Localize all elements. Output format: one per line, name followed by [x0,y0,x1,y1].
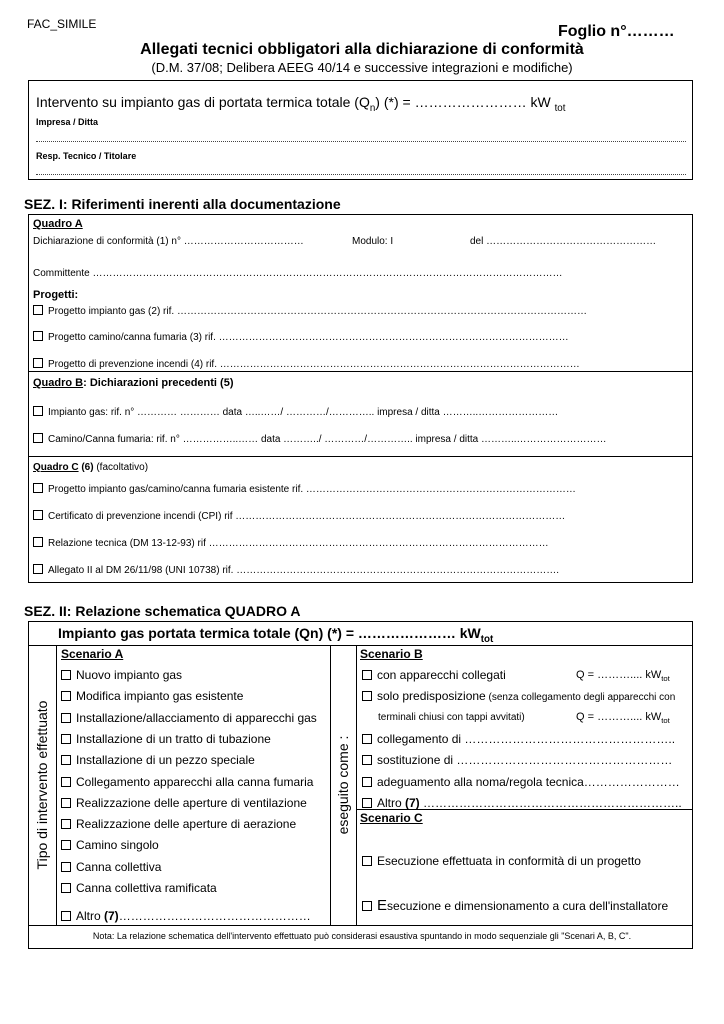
scenario-b-sostituzione-label: sostituzione di ……………………………………………… [377,753,673,767]
scenario-c-title: Scenario C [360,811,423,825]
scenario-a-altro-field[interactable]: ………………………………………… [118,909,311,923]
cpi-label: Certificato di prevenzione incendi (CPI) rif ……………………………………………………………………………………… [48,511,566,522]
scenario-a-label-3: Installazione/allacciamento di apparecchi gas [76,711,317,725]
scenario-b-predisposizione-note: (senza collegamento degli apparecchi con [485,692,676,703]
scenario-b-sostituzione-checkbox[interactable] [362,755,372,765]
scenario-b-apparecchi-label: con apparecchi collegati [377,668,506,682]
impresa-label: Impresa / Ditta [36,117,99,127]
scenario-a-checkbox-9[interactable] [61,840,71,850]
scenario-a-altro-num: (7) [104,909,119,923]
quadro-b-title: Quadro B [33,377,84,389]
intervento-sub: n [369,102,376,114]
committente-field[interactable]: Committente …………………………………………………………………………………………………………………………… [33,268,563,279]
allegato-ii-checkbox[interactable] [33,564,43,574]
quadro-c-title: Quadro C [33,462,79,473]
scenario-a-item [61,668,182,682]
scenario-b-terminali: terminali chiusi con tappi avvitati) [378,712,525,723]
scenario-b-q1-field[interactable]: Q = ……….... kW [576,669,662,681]
scenario-c-progetto-row [362,854,641,868]
scenario-a-label-5: Installazione di un pezzo speciale [76,753,255,767]
scenario-a-item [61,689,243,703]
quadro-c-num: (6) [78,462,94,473]
progetti-label: Progetti: [33,289,79,301]
modulo-field[interactable]: Modulo: I [352,236,394,247]
scenario-a-item [61,796,307,810]
scenario-b-q1 [576,669,670,683]
allegato-ii-label: Allegato II al DM 26/11/98 (UNI 10738) rif. ……………………………………………………………………………………. [48,565,560,576]
del-field[interactable]: del …………………………………………… [470,236,657,247]
scenario-b-q1-unit: tot [661,674,670,684]
scenario-a-checkbox-2[interactable] [61,691,71,701]
document-title: Allegati tecnici obbligatori alla dichiarazione di conformità [140,41,584,58]
scenario-b-q2-unit: tot [661,716,670,726]
camino-row [33,433,607,445]
scenario-b-adeguamento-checkbox[interactable] [362,777,372,787]
impianto-portata-text: Impianto gas portata termica totale (Qn) (*) = ………………… kW [58,625,481,641]
scenario-c-progetto-checkbox[interactable] [362,856,372,866]
scenario-b-adeguamento-label: adeguamento alla noma/regola tecnica…………………… [377,775,680,789]
relazione-tecnica-row [33,537,549,549]
tipo-column-divider [56,645,57,925]
camino-checkbox[interactable] [33,433,43,443]
scenario-a-checkbox-8[interactable] [61,819,71,829]
scenario-a-altro [61,909,311,923]
dichiarazione-field[interactable]: Dichiarazione di conformità (1) n° ……………………………… [33,236,304,247]
cpi-checkbox[interactable] [33,510,43,520]
scenario-a-checkbox-7[interactable] [61,798,71,808]
scenario-a-label-7: Realizzazione delle aperture di ventilazione [76,796,307,810]
resp-label: Resp. Tecnico / Titolare [36,151,137,161]
scenario-a-checkbox-6[interactable] [61,777,71,787]
resp-field[interactable] [36,174,686,175]
scenario-a-checkbox-5[interactable] [61,755,71,765]
scenario-a-checkbox-1[interactable] [61,670,71,680]
scenario-a-item [61,881,217,895]
sez2-title: SEZ. II: Relazione schematica QUADRO A [24,603,301,619]
sez1-title: SEZ. I: Riferimenti inerenti alla documentazione [24,196,341,212]
scenario-a-checkbox-4[interactable] [61,734,71,744]
scenario-b-title: Scenario B [360,647,423,661]
scenario-b-altro-label: Altro [377,796,406,810]
scenario-a-label-8: Realizzazione delle aperture di aerazione [76,817,297,831]
quadro-b-title-line [33,377,234,389]
scenario-a-label-2: Modifica impianto gas esistente [76,689,244,703]
progetto-camino-row [33,331,569,343]
cpi-row [33,510,565,522]
scenario-b-apparecchi-row [362,668,506,682]
allegato-ii-row [33,564,559,576]
scenario-b-apparecchi-checkbox[interactable] [362,670,372,680]
scenario-b-altro-checkbox[interactable] [362,798,372,808]
relazione-tecnica-checkbox[interactable] [33,537,43,547]
progetto-esistente-checkbox[interactable] [33,483,43,493]
progetto-gas-checkbox[interactable] [33,305,43,315]
progetto-camino-checkbox[interactable] [33,331,43,341]
scenario-c-installatore-checkbox[interactable] [362,901,372,911]
scenario-a-label-9: Camino singolo [76,838,159,852]
scenario-c-installatore-row [362,897,668,914]
tipo-intervento-label: Tipo di intervento effettuato [34,700,50,870]
scenario-a-item [61,732,271,746]
scenario-c-installatore-label: secuzione e dimensionamento a cura dell'installatore [387,899,669,913]
progetto-incendi-label: Progetto di prevenzione incendi (4) rif. ……………………………………………………………………………………………… [48,359,580,370]
scenario-b-predisposizione-label: solo predisposizione [377,689,486,703]
document-subtitle: (D.M. 37/08; Delibera AEEG 40/14 e successive integrazioni e modifiche) [151,60,573,75]
scenario-b-altro-field[interactable]: ……………………………………………………….. [419,796,682,810]
quadro-a-divider [28,371,693,372]
scenario-b-altro-row [362,796,682,810]
scenario-b-predisposizione-row [362,689,675,703]
scenario-a-item [61,860,161,874]
scenario-a-altro-label: Altro [76,909,105,923]
scenario-a-label-1: Nuovo impianto gas [76,668,183,682]
scenario-a-item [61,753,255,767]
scenario-a-item [61,838,159,852]
impianto-portata-unit: tot [480,633,494,645]
quadro-c-facoltativo: (facoltativo) [93,462,149,473]
scenario-b-adeguamento-row [362,775,680,789]
camino-label: Camino/Canna fumaria: rif. n° ……………..…… data ………../ …………/………….. impresa / ditta ………..……………………… [48,434,607,445]
sez2-header-divider [28,645,693,646]
scenario-b-collegamento-checkbox[interactable] [362,734,372,744]
relazione-tecnica-label: Relazione tecnica (DM 13-12-93) rif ………………………………………………………………………………………… [48,538,549,549]
impianto-gas-row [33,406,558,418]
progetto-camino-label: Progetto camino/canna fumaria (3) rif. …………………………………………………………………………………………… [48,332,569,343]
nota-divider [28,925,693,926]
scenario-a-label-4: Installazione di un tratto di tubazione [76,732,271,746]
scenario-a-item [61,711,317,725]
scenario-a-label-10: Canna collettiva [76,860,162,874]
intervento-text: Intervento su impianto gas di portata termica totale (Q [36,94,370,110]
impresa-field[interactable] [36,141,686,142]
scenario-b-collegamento-label: collegamento di …………………………………………….. [377,732,676,746]
scenario-a-label-11: Canna collettiva ramificata [76,881,217,895]
impianto-gas-label: Impianto gas: rif. n° ………… ………… data …..……/ …………/………….. impresa / ditta ………..…………………… [48,407,559,418]
scenario-c-progetto-label: Esecuzione effettuata in conformità di un progetto [377,854,641,868]
scenario-a-item [61,817,296,831]
eseguito-column-divider [356,645,357,925]
intervento-kw: ) (*) = …………………… kW [375,94,551,110]
scenario-a-checkbox-3[interactable] [61,713,71,723]
eseguito-come-label: eseguito come : [335,735,351,835]
progetto-gas-row [33,305,587,317]
scenario-a-checkbox-11[interactable] [61,883,71,893]
scenario-a-checkbox-10[interactable] [61,862,71,872]
intervento-unit: tot [554,102,566,114]
quadro-a-title: Quadro A [33,218,83,230]
foglio-number: Foglio n°……… [558,23,675,40]
progetto-incendi-checkbox[interactable] [33,358,43,368]
quadro-b-title-rest: : Dichiarazioni precedenti (5) [83,377,234,389]
impianto-portata-line [58,625,493,645]
scenario-a-item [61,775,313,789]
quadro-b-divider [28,456,693,457]
scenario-b-predisposizione-checkbox[interactable] [362,691,372,701]
scenario-a-altro-checkbox[interactable] [61,911,71,921]
scenario-b-q2 [576,711,670,725]
quadro-c-title-line [33,462,148,473]
progetto-esistente-label: Progetto impianto gas/camino/canna fumaria esistente rif. ……………………………………………………………………… [48,484,576,495]
nota-text: Nota: La relazione schematica dell'intervento effettuato può considerasi esaustiva spuntando in modo sequenziale gli "Scenari A, B, C". [92,931,632,941]
scenario-a-label-6: Collegamento apparecchi alla canna fumaria [76,775,314,789]
scenario-b-q2-field[interactable]: Q = ……….... kW [576,711,662,723]
scenario-c-installatore-initial: E [377,897,388,914]
impianto-gas-checkbox[interactable] [33,406,43,416]
progetto-incendi-row [33,358,580,370]
scenario-b-altro-num: (7) [405,796,420,810]
scenario-b-collegamento-row [362,732,675,746]
scenario-a-title: Scenario A [61,647,124,661]
progetto-esistente-row [33,483,576,495]
scenario-a-divider [330,645,331,925]
intervento-line [36,94,565,114]
scenario-b-sostituzione-row [362,753,672,767]
progetto-gas-label: Progetto impianto gas (2) rif. …………………………………………………………………………………………………………… [48,306,587,317]
fac-simile-label: FAC_SIMILE [27,17,97,31]
